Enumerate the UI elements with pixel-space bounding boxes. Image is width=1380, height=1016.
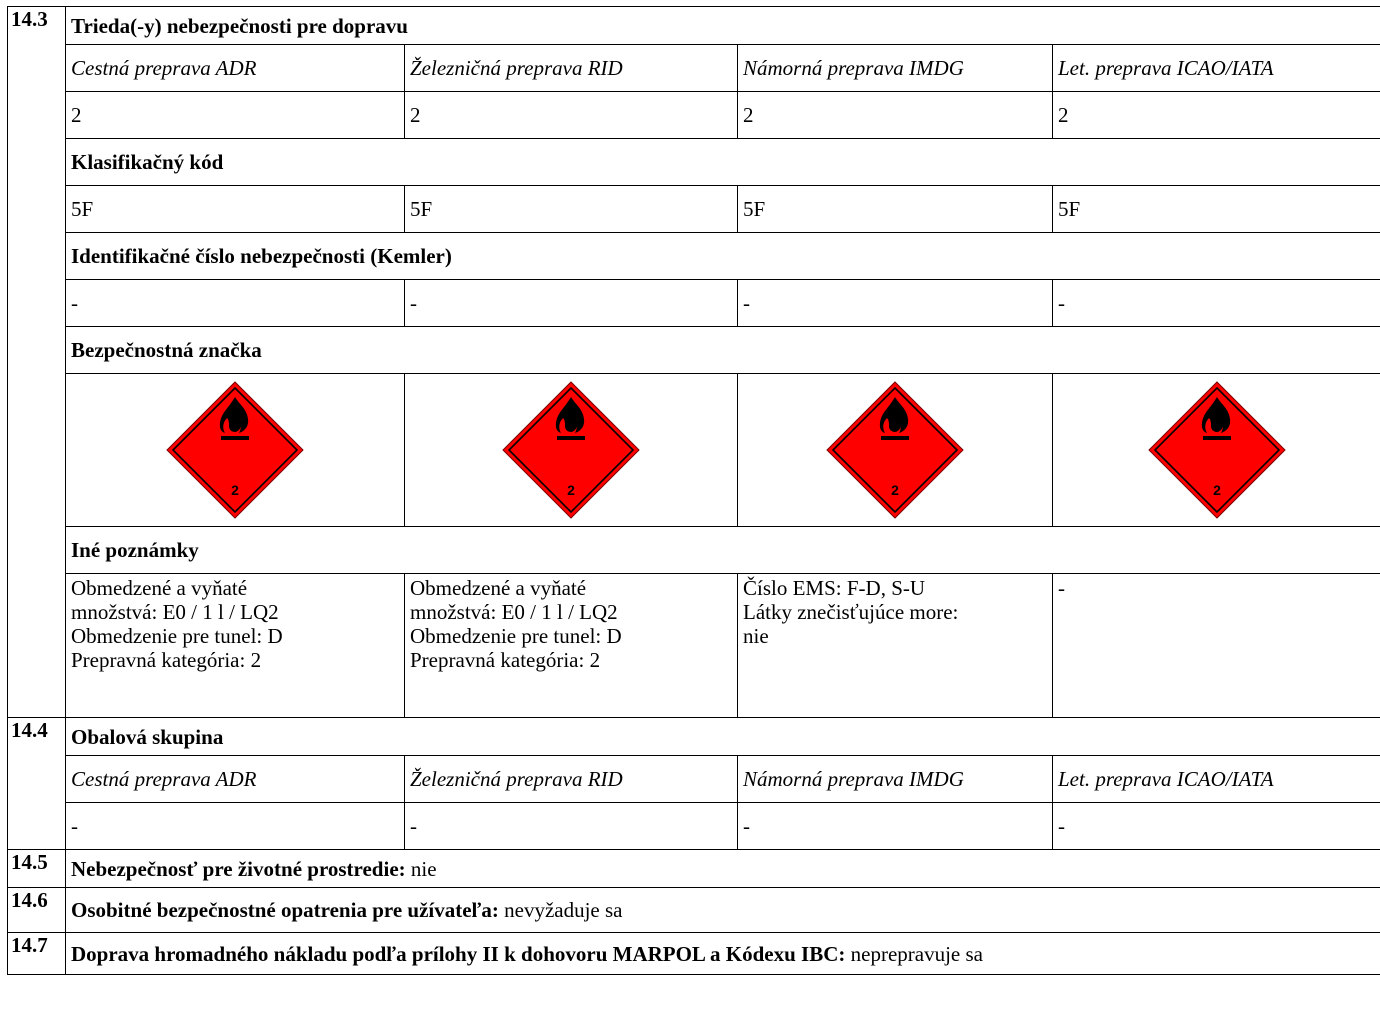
mode-header-iata: Let. preprava ICAO/IATA: [1053, 45, 1380, 92]
class-value-imdg: 2: [738, 92, 1053, 139]
section-number: 14.6: [8, 888, 66, 933]
note-line: Obmedzené a vyňaté: [71, 576, 248, 600]
note-line: nie: [743, 624, 769, 648]
kemler-title: Identifikačné číslo nebezpečnosti (Kemler): [66, 233, 1380, 280]
notes-title: Iné poznámky: [66, 527, 1380, 574]
section-number: 14.5: [8, 850, 66, 888]
flammable-gas-diamond-icon: [1147, 380, 1287, 520]
notes-imdg: [738, 574, 1053, 718]
mode-header-rid: Železničná preprava RID: [405, 756, 738, 803]
flame-base: [881, 436, 909, 440]
row-label: Nebezpečnosť pre životné prostredie:: [71, 856, 406, 881]
kemler-imdg: -: [738, 280, 1053, 327]
section-number: 14.7: [8, 933, 66, 975]
row-value: neprepravuje sa: [845, 941, 983, 966]
mode-header-adr: Cestná preprava ADR: [66, 45, 405, 92]
section-title: Obalová skupina: [66, 718, 1380, 756]
note-line: Obmedzenie pre tunel: D: [71, 624, 283, 648]
class-code-imdg: 5F: [738, 186, 1053, 233]
flame-base: [557, 436, 585, 440]
flammable-gas-diamond-icon: [165, 380, 305, 520]
hazard-label-iata: [1053, 374, 1380, 527]
flammable-gas-diamond-icon: [825, 380, 965, 520]
notes-adr: [66, 574, 405, 718]
label-class-number: 2: [231, 482, 239, 498]
section-title: Trieda(-y) nebezpečnosti pre dopravu: [66, 7, 1380, 45]
class-code-rid: 5F: [405, 186, 738, 233]
row-label: Doprava hromadného nákladu podľa prílohy II k dohovoru MARPOL a Kódexu IBC:: [71, 941, 846, 966]
mode-header-imdg: Námorná preprava IMDG: [738, 756, 1053, 803]
note-line: Obmedzenie pre tunel: D: [410, 624, 622, 648]
hazard-label-imdg: [738, 374, 1053, 527]
class-value-iata: 2: [1053, 92, 1380, 139]
note-line: množstvá: E0 / 1 l / LQ2: [410, 600, 618, 624]
note-line: Číslo EMS: F-D, S-U: [743, 576, 926, 600]
flame-base: [221, 436, 249, 440]
class-code-title: Klasifikačný kód: [66, 139, 1380, 186]
mode-header-iata: Let. preprava ICAO/IATA: [1053, 756, 1380, 803]
user-precautions-row: [66, 888, 1380, 933]
hazard-label-adr: [66, 374, 405, 527]
transport-info-table: [7, 6, 1380, 975]
packing-group-rid: -: [405, 803, 738, 850]
section-number: 14.3: [8, 7, 66, 718]
notes-rid: [405, 574, 738, 718]
note-line: Prepravná kategória: 2: [410, 648, 601, 672]
class-code-adr: 5F: [66, 186, 405, 233]
packing-group-iata: -: [1053, 803, 1380, 850]
label-class-number: 2: [1213, 482, 1221, 498]
note-line: -: [1058, 576, 1065, 600]
label-class-number: 2: [891, 482, 899, 498]
label-class-number: 2: [567, 482, 575, 498]
packing-group-adr: -: [66, 803, 405, 850]
flammable-gas-diamond-icon: [501, 380, 641, 520]
mode-header-rid: Železničná preprava RID: [405, 45, 738, 92]
note-line: množstvá: E0 / 1 l / LQ2: [71, 600, 279, 624]
class-code-iata: 5F: [1053, 186, 1380, 233]
flame-base: [1203, 436, 1231, 440]
packing-group-imdg: -: [738, 803, 1053, 850]
hazard-label-rid: [405, 374, 738, 527]
row-label: Osobitné bezpečnostné opatrenia pre užívateľa:: [71, 898, 499, 922]
mode-header-adr: Cestná preprava ADR: [66, 756, 405, 803]
label-title: Bezpečnostná značka: [66, 327, 1380, 374]
row-value: nie: [405, 856, 437, 881]
notes-iata: [1053, 574, 1380, 718]
note-line: Obmedzené a vyňaté: [410, 576, 587, 600]
bulk-transport-row: [66, 933, 1380, 975]
row-value: nevyžaduje sa: [498, 898, 623, 922]
note-line: Prepravná kategória: 2: [71, 648, 262, 672]
mode-header-imdg: Námorná preprava IMDG: [738, 45, 1053, 92]
environmental-hazard-row: [66, 850, 1380, 888]
class-value-adr: 2: [66, 92, 405, 139]
kemler-iata: -: [1053, 280, 1380, 327]
note-line: Látky znečisťujúce more:: [743, 600, 959, 624]
class-value-rid: 2: [405, 92, 738, 139]
kemler-adr: -: [66, 280, 405, 327]
section-number: 14.4: [8, 718, 66, 850]
kemler-rid: -: [405, 280, 738, 327]
